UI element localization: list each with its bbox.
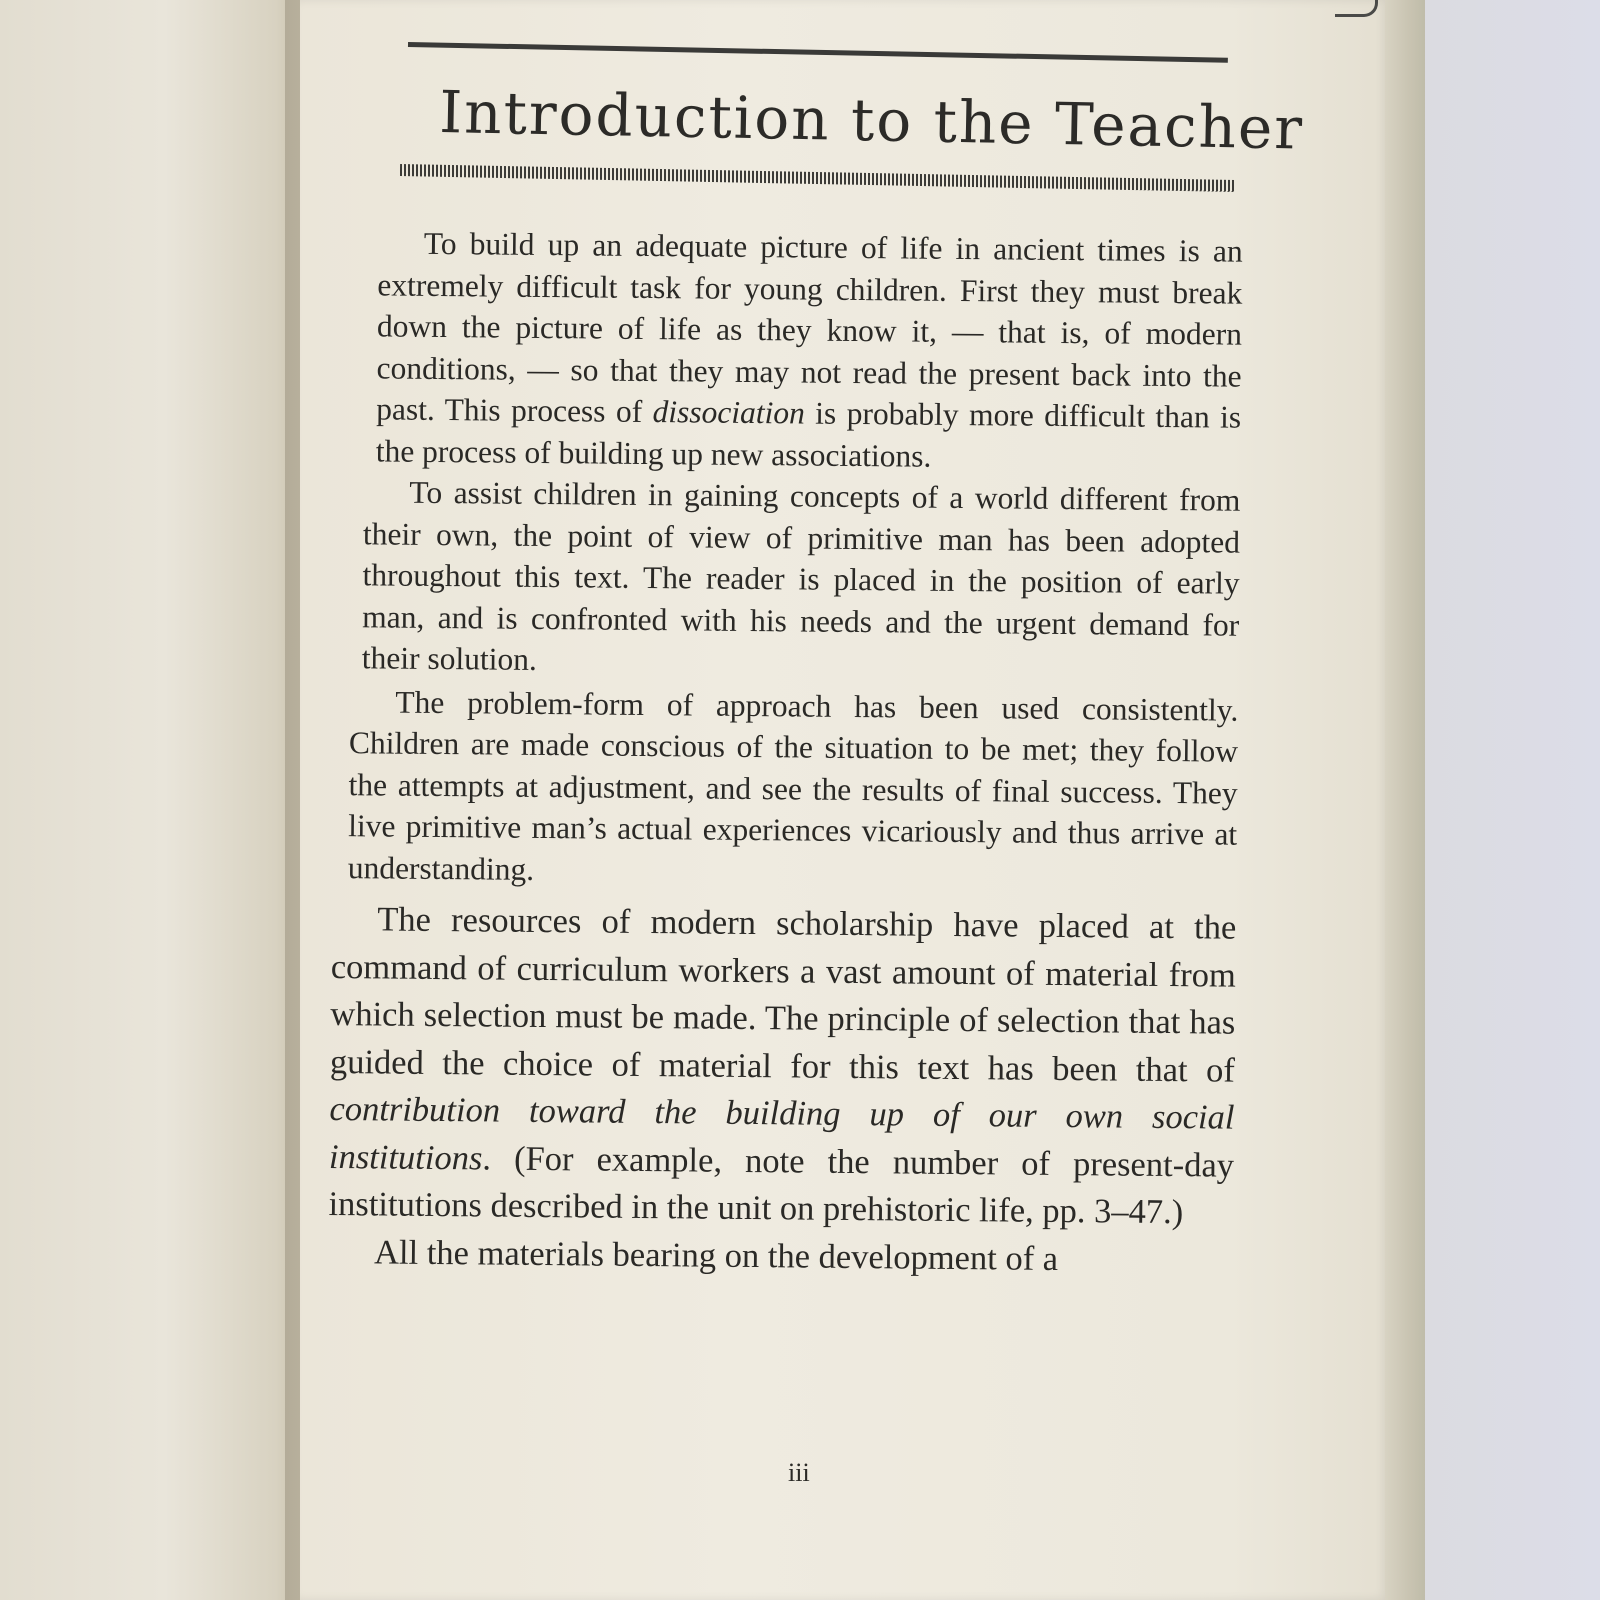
paragraph-2: To assist children in gaining concepts of a world different from their own, the point of view of primitive man has been adopted throughout this text. The reader is placed in the position of early man, and is confronted with his needs and the urgent demand for their solution.	[361, 474, 1241, 677]
page-title: Introduction to the Teacher	[438, 78, 1305, 163]
paragraph-1: To build up an adequate picture of life in ancient times is an extremely difficult task for young children. First they must break down the picture of life as they know it, — that is, of modern conditions, — so that they may not read the present back into the past. This process of dissociation is probably more difficult than is the process of building up new associations.	[375, 225, 1243, 474]
paragraph-3: The problem-form of approach has been used consistently. Children are made conscious of the situation to be met; they follow the attempts at adjustment, and see the results of final success. They live primitive man’s actual experiences vicariously and thus arrive at understanding.	[347, 684, 1239, 887]
left-facing-page	[0, 0, 300, 1600]
body-text	[328, 222, 1243, 1285]
page-number: iii	[788, 1458, 810, 1487]
paragraph-4: The resources of modern scholarship have placed at the command of curriculum workers a vast amount of material from which selection must be made. The principle of selection that has guided the choice of material for this text has been that of contribution toward the building up of our own social institutions. (For example, note the number of present-day institutions described in the unit on prehistoric life, pp. 3–47.)	[328, 900, 1237, 1232]
page-edge	[1385, 0, 1425, 1600]
cover-corner-ornament	[1335, 0, 1378, 17]
paragraph-5: All the materials bearing on the development of a	[373, 1232, 1059, 1278]
